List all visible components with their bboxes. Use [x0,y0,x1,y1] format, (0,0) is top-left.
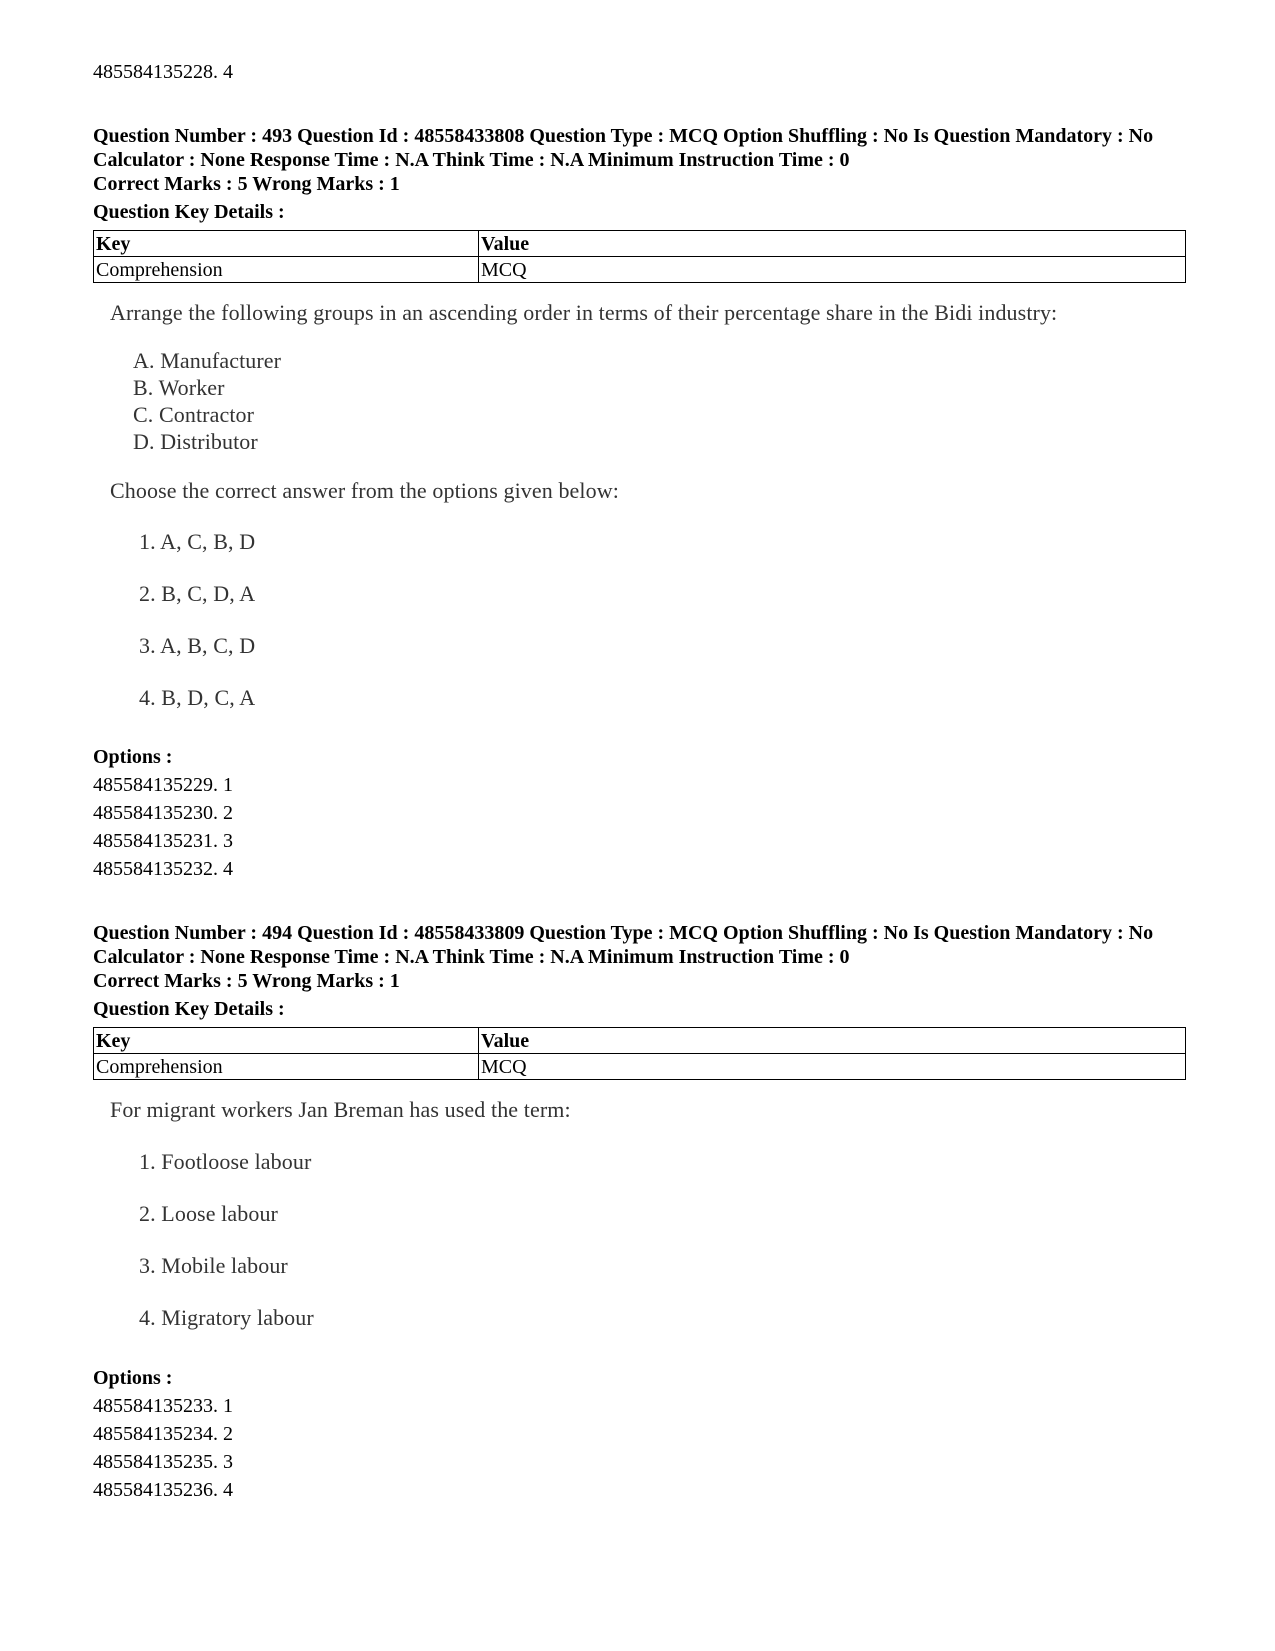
table-cell-key: Comprehension [94,257,479,283]
answer-choice: 1. A, C, B, D [139,529,256,554]
question-header-494: Question Number : 494 Question Id : 48558433809 Question Type : MCQ Option Shuffling : No Is Question Mandatory : No Calculator : None Response Time : N.A Think Time : N.A Minimum Instruction Time : 0 [93,922,1154,968]
table-header-key: Key [94,1028,479,1054]
question-marks-494: Correct Marks : 5 Wrong Marks : 1 [93,970,400,992]
list-item: D. Distributor [133,429,258,454]
option-line: 485584135229. 1 [93,774,233,796]
question-header-493: Question Number : 493 Question Id : 48558433808 Question Type : MCQ Option Shuffling : No Is Question Mandatory : No Calculator : None Response Time : N.A Think Time : N.A Minimum Instruction Time : 0 [93,125,1154,171]
table-row [94,257,1186,283]
question-instruction-493: Choose the correct answer from the options given below: [110,478,619,503]
list-item: A. Manufacturer [133,348,282,373]
question-stem-493: Arrange the following groups in an ascending order in terms of their percentage share in the Bidi industry: [110,300,1058,325]
answer-choice: 4. Migratory labour [139,1305,314,1330]
option-line: 485584135232. 4 [93,858,233,880]
list-item: C. Contractor [133,402,255,427]
answer-choice: 3. Mobile labour [139,1253,288,1278]
previous-option-line: 485584135228. 4 [93,61,233,83]
table-header-row [94,1028,1186,1054]
option-line: 485584135234. 2 [93,1423,233,1445]
answer-choice: 4. B, D, C, A [139,685,256,710]
table-row [94,1054,1186,1080]
table-header-value: Value [479,1028,1186,1054]
option-line: 485584135230. 2 [93,802,233,824]
answer-choice: 2. B, C, D, A [139,581,256,606]
options-label-494: Options : [93,1367,173,1389]
question-marks-493: Correct Marks : 5 Wrong Marks : 1 [93,173,400,195]
table-cell-value: MCQ [479,1054,1186,1080]
option-line: 485584135235. 3 [93,1451,233,1473]
question-stem-494: For migrant workers Jan Breman has used the term: [110,1097,571,1122]
table-header-row [94,231,1186,257]
option-line: 485584135233. 1 [93,1395,233,1417]
option-line: 485584135231. 3 [93,830,233,852]
question-key-details-label-493: Question Key Details : [93,201,285,223]
table-cell-key: Comprehension [94,1054,479,1080]
answer-choice: 3. A, B, C, D [139,633,256,658]
question-key-table-493 [93,230,1186,283]
option-line: 485584135236. 4 [93,1479,233,1501]
table-cell-value: MCQ [479,257,1186,283]
table-header-value: Value [479,231,1186,257]
answer-choice: 1. Footloose labour [139,1149,312,1174]
question-key-table-494 [93,1027,1186,1080]
question-key-details-label-494: Question Key Details : [93,998,285,1020]
options-label-493: Options : [93,746,173,768]
list-item: B. Worker [133,375,225,400]
answer-choice: 2. Loose labour [139,1201,278,1226]
table-header-key: Key [94,231,479,257]
